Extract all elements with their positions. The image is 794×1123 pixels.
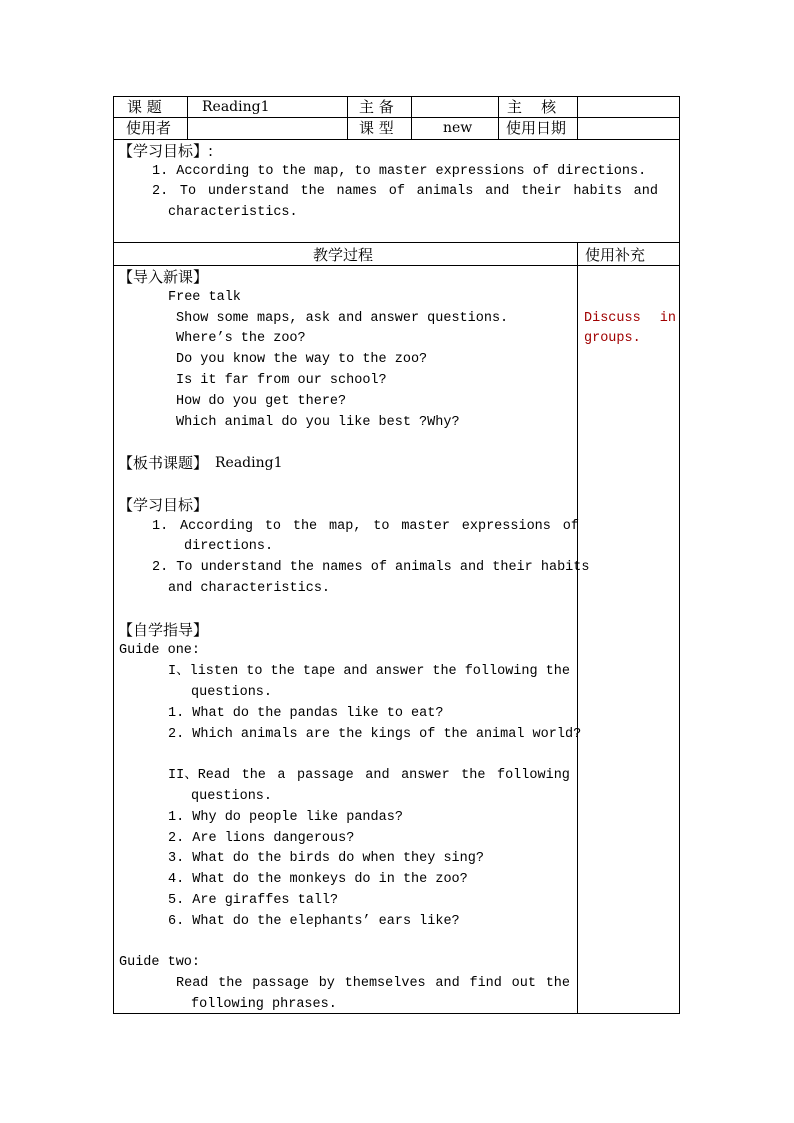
- self-study-heading: 【自学指导】: [118, 621, 209, 639]
- word: the: [218, 976, 243, 991]
- side-note: [584, 309, 676, 329]
- word: answer: [401, 768, 450, 783]
- col-divider: [187, 96, 188, 139]
- col-divider: [347, 96, 348, 139]
- type-label: 课 型: [359, 119, 394, 137]
- question-item: Which animal do you like best ?Why?: [176, 415, 460, 430]
- goal-item: [152, 517, 579, 537]
- objective-item: 1. According to the map, to master expressions of directions.: [152, 164, 647, 179]
- word: the: [292, 519, 318, 534]
- board-value: Reading1: [215, 455, 283, 471]
- word: map,: [329, 519, 362, 534]
- question-item: Is it far from our school?: [176, 373, 387, 388]
- user-label: 使用者: [126, 119, 172, 137]
- word: find: [469, 976, 502, 991]
- word: animals: [416, 184, 474, 199]
- guide-two: Guide two:: [119, 955, 201, 970]
- prep-label: 主 备: [359, 98, 394, 116]
- word: the: [545, 976, 570, 991]
- word: answer: [375, 664, 425, 679]
- review-label: 主 核: [507, 98, 557, 116]
- word: Read: [176, 976, 209, 991]
- word: To: [179, 184, 197, 199]
- goal-item: 2. To understand the names of animals and their habits: [152, 560, 590, 575]
- board-heading: 【板书课题】: [118, 454, 209, 472]
- guide-two-instruction-cont: following phrases.: [191, 997, 337, 1012]
- col-divider: [498, 96, 499, 139]
- word: II、Read: [168, 768, 231, 783]
- word: the: [300, 184, 325, 199]
- col-divider: [411, 96, 412, 139]
- process-title: 教学过程: [313, 246, 374, 264]
- word: to: [373, 519, 390, 534]
- word: and: [365, 768, 390, 783]
- part-two-item: 2. Are lions dangerous?: [168, 831, 355, 846]
- part-two-item: 6. What do the elephants’ ears like?: [168, 914, 460, 929]
- goal-heading: 【学习目标】: [118, 496, 209, 514]
- word: I、listen: [168, 664, 239, 679]
- objective-item-cont: characteristics.: [168, 205, 298, 220]
- part-one-item: 2. Which animals are the kings of the animal world?: [168, 727, 582, 742]
- word: passage: [252, 976, 309, 991]
- word: their: [521, 184, 562, 199]
- word: of: [562, 519, 579, 534]
- guide-one: Guide one:: [119, 643, 201, 658]
- row-divider: [113, 139, 680, 140]
- word: and: [633, 184, 658, 199]
- word: following: [464, 664, 538, 679]
- word: the: [270, 664, 295, 679]
- type-value: new: [443, 120, 473, 136]
- word: by: [318, 976, 335, 991]
- part-two-item: 5. Are giraffes tall?: [168, 893, 339, 908]
- word: and: [343, 664, 368, 679]
- part-two-instruction-cont: questions.: [191, 789, 273, 804]
- word: and: [435, 976, 460, 991]
- goal-item-cont: and characteristics.: [168, 581, 331, 596]
- word: expressions: [461, 519, 551, 534]
- part-one-item: 1. What do the pandas like to eat?: [168, 706, 444, 721]
- part-two-item: 1. Why do people like pandas?: [168, 810, 403, 825]
- row-divider: [113, 265, 680, 266]
- word: to: [246, 664, 263, 679]
- side-title: 使用补充: [585, 246, 646, 264]
- word: tape: [302, 664, 336, 679]
- word: master: [401, 519, 450, 534]
- word: names: [336, 184, 378, 199]
- word: following: [496, 768, 570, 783]
- question-item: Show some maps, ask and answer questions.: [176, 311, 509, 326]
- col-divider: [577, 96, 578, 139]
- word: the: [432, 664, 457, 679]
- part-two-item: 4. What do the monkeys do in the zoo?: [168, 872, 468, 887]
- word: to: [264, 519, 282, 534]
- col-divider: [577, 242, 578, 1014]
- word: themselves: [344, 976, 426, 991]
- guide-two-instruction: [176, 974, 570, 994]
- word: habits: [573, 184, 622, 199]
- word: Discuss: [584, 311, 641, 326]
- intro-heading: 【导入新课】: [118, 268, 209, 286]
- lesson-value: Reading1: [202, 99, 270, 115]
- question-item: Where’s the zoo?: [176, 331, 306, 346]
- word: passage: [297, 768, 354, 783]
- objective-item: [152, 182, 658, 202]
- part-two-item: 3. What do the birds do when they sing?: [168, 851, 484, 866]
- word: and: [485, 184, 510, 199]
- question-item: Do you know the way to the zoo?: [176, 352, 428, 367]
- word: the: [241, 768, 266, 783]
- word: of: [388, 184, 405, 199]
- word: 2.: [152, 184, 169, 199]
- free-talk: Free talk: [168, 290, 241, 305]
- part-one-instruction: [168, 662, 570, 682]
- word: the: [545, 664, 570, 679]
- word: the: [461, 768, 486, 783]
- word: out: [511, 976, 536, 991]
- side-note-cont: groups.: [584, 331, 641, 346]
- objectives-heading: 【学习目标】:: [118, 142, 214, 160]
- word: a: [277, 768, 286, 783]
- word: According: [180, 519, 253, 534]
- word: in: [659, 311, 676, 326]
- word: understand: [207, 184, 289, 199]
- part-one-instruction-cont: questions.: [191, 685, 273, 700]
- part-two-instruction: [168, 766, 570, 786]
- goal-item-cont: directions.: [184, 539, 274, 554]
- lesson-label: 课 题: [127, 98, 162, 116]
- row-divider: [113, 242, 680, 243]
- row-divider: [113, 117, 680, 118]
- question-item: How do you get there?: [176, 394, 347, 409]
- date-label: 使用日期: [506, 119, 567, 137]
- word: 1.: [152, 519, 169, 534]
